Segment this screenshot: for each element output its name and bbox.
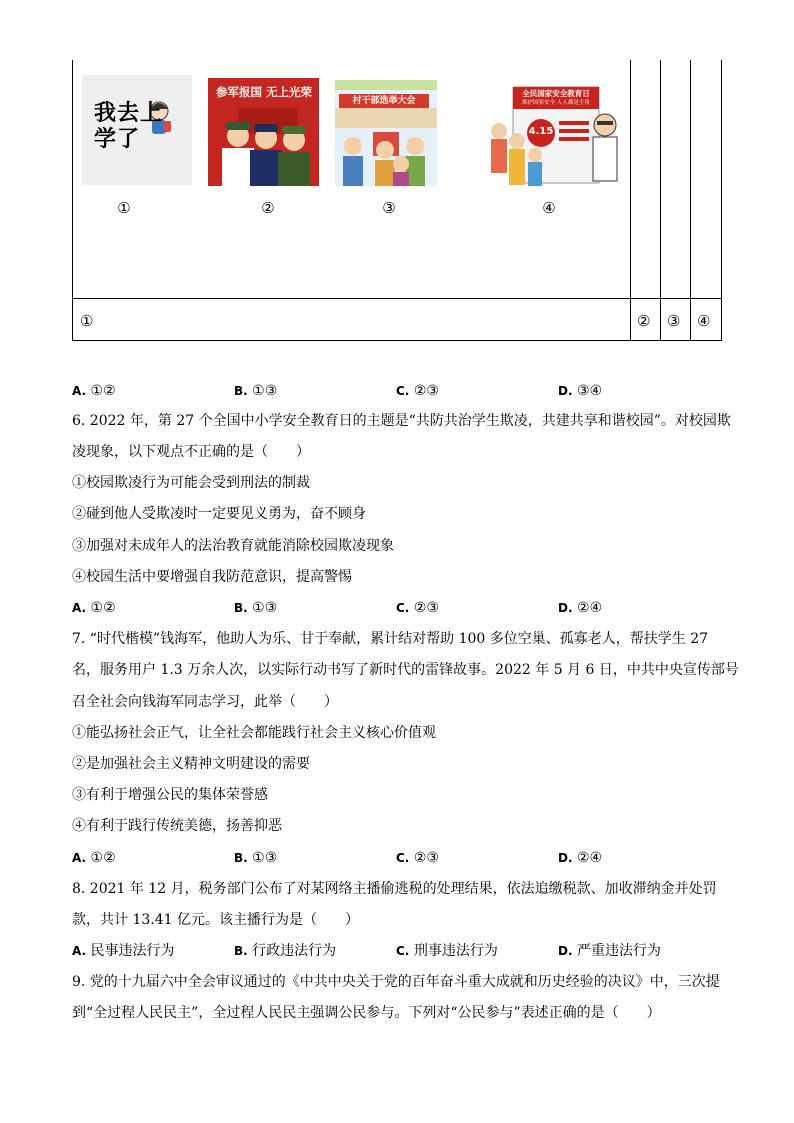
q6-option-b[interactable]: B. ①③ [234, 600, 278, 616]
q9-stem-line-2: 到“全过程人民民主”，全过程人民民主强调公民参与。下列对“公民参与”表述正确的是（ ） [72, 1005, 661, 1021]
q5-option-d[interactable]: D. ③④ [558, 383, 603, 399]
q6-option-d[interactable]: D. ②④ [558, 600, 603, 616]
bottom-cell-4: ④ [697, 312, 711, 330]
image4-subtitle: 维护国家安全 人人都是主角 [522, 100, 590, 106]
image2-text: 参军报国 无上光荣 [215, 85, 312, 99]
q8-stem-line-1: 8. 2021 年 12 月，税务部门公布了对某网络主播偷逃税的处理结果，依法追缴税款、加收滞纳金并处罚 [72, 881, 717, 897]
q6-option-c[interactable]: C. ②③ [396, 600, 439, 616]
image-label-2: ② [261, 199, 275, 217]
image-village-election [335, 80, 437, 186]
q8-option-b[interactable]: B. 行政违法行为 [234, 943, 337, 959]
q7-option-c[interactable]: C. ②③ [396, 850, 439, 866]
q7-stem-line-2: 名，服务用户 1.3 万余人次，以实际行动书写了新时代的雷锋故事。2022 年 5 月 6 日，中共中央宣传部号 [72, 662, 739, 678]
q8-option-d[interactable]: D. 严重违法行为 [558, 943, 661, 959]
q9-stem-line-1: 9. 党的十九届六中全会审议通过的《中共中央关于党的百年奋斗重大成就和历史经验的决议》中，三次提 [72, 974, 720, 990]
bottom-cell-2: ② [637, 312, 651, 330]
q6-stem-line-2: 凌现象，以下观点不正确的是（ ） [72, 444, 310, 460]
table-border-bottom [72, 340, 722, 341]
image3-text: 村干部选举大会 [339, 94, 429, 108]
q8-stem-line-2: 款，共计 13.41 亿元。该主播行为是（ ） [72, 912, 359, 928]
image-label-1: ① [117, 199, 131, 217]
q6-option-a[interactable]: A. ①② [72, 600, 116, 616]
q8-option-a[interactable]: A. 民事违法行为 [72, 943, 175, 959]
q7-item-2: ②是加强社会主义精神文明建设的需要 [72, 756, 310, 772]
image1-text: 我去上学了 [94, 101, 164, 152]
q5-option-b[interactable]: B. ①③ [234, 383, 278, 399]
q6-item-1: ①校园欺凌行为可能会受到刑法的制裁 [72, 475, 310, 491]
q6-item-4: ④校园生活中要增强自我防范意识，提高警惕 [72, 569, 352, 585]
q7-item-4: ④有利于践行传统美德，扬善抑恶 [72, 818, 282, 834]
image-label-3: ③ [382, 199, 396, 217]
q6-stem-line-1: 6. 2022 年，第 27 个全国中小学安全教育日的主题是“共防共治学生欺凌，共建共享和谐校园”。对校园欺 [72, 413, 731, 429]
q6-item-2: ②碰到他人受欺凌时一定要见义勇为，奋不顾身 [72, 506, 366, 522]
q7-stem-line-3: 召全社会向钱海军同志学习，此举（ ） [72, 694, 338, 710]
image4-date: 4.15 [528, 126, 554, 137]
image-national-security-day [487, 85, 623, 189]
image-join-army [208, 78, 319, 186]
bottom-cell-3: ③ [667, 312, 681, 330]
q7-stem-line-1: 7. “时代楷模”钱海军，他助人为乐、甘于奉献，累计结对帮助 100 多位空巢、孤寡老人，帮扶学生 27 [72, 631, 709, 647]
q7-option-d[interactable]: D. ②④ [558, 850, 603, 866]
q5-option-a[interactable]: A. ①② [72, 383, 116, 399]
image-label-4: ④ [542, 199, 556, 217]
bottom-cell-1: ① [80, 312, 94, 330]
table-row-divider [72, 298, 722, 299]
q8-option-c[interactable]: C. 刑事违法行为 [396, 943, 498, 959]
q5-option-c[interactable]: C. ②③ [396, 383, 439, 399]
q6-item-3: ③加强对未成年人的法治教育就能消除校园欺凌现象 [72, 538, 394, 554]
q7-option-a[interactable]: A. ①② [72, 850, 116, 866]
q7-option-b[interactable]: B. ①③ [234, 850, 278, 866]
image-go-to-school [82, 75, 192, 185]
q7-item-1: ①能弘扬社会正气，让全社会都能践行社会主义核心价值观 [72, 725, 436, 741]
image4-title: 全民国家安全教育日 [522, 89, 590, 98]
q7-item-3: ③有利于增强公民的集体荣誉感 [72, 787, 268, 803]
